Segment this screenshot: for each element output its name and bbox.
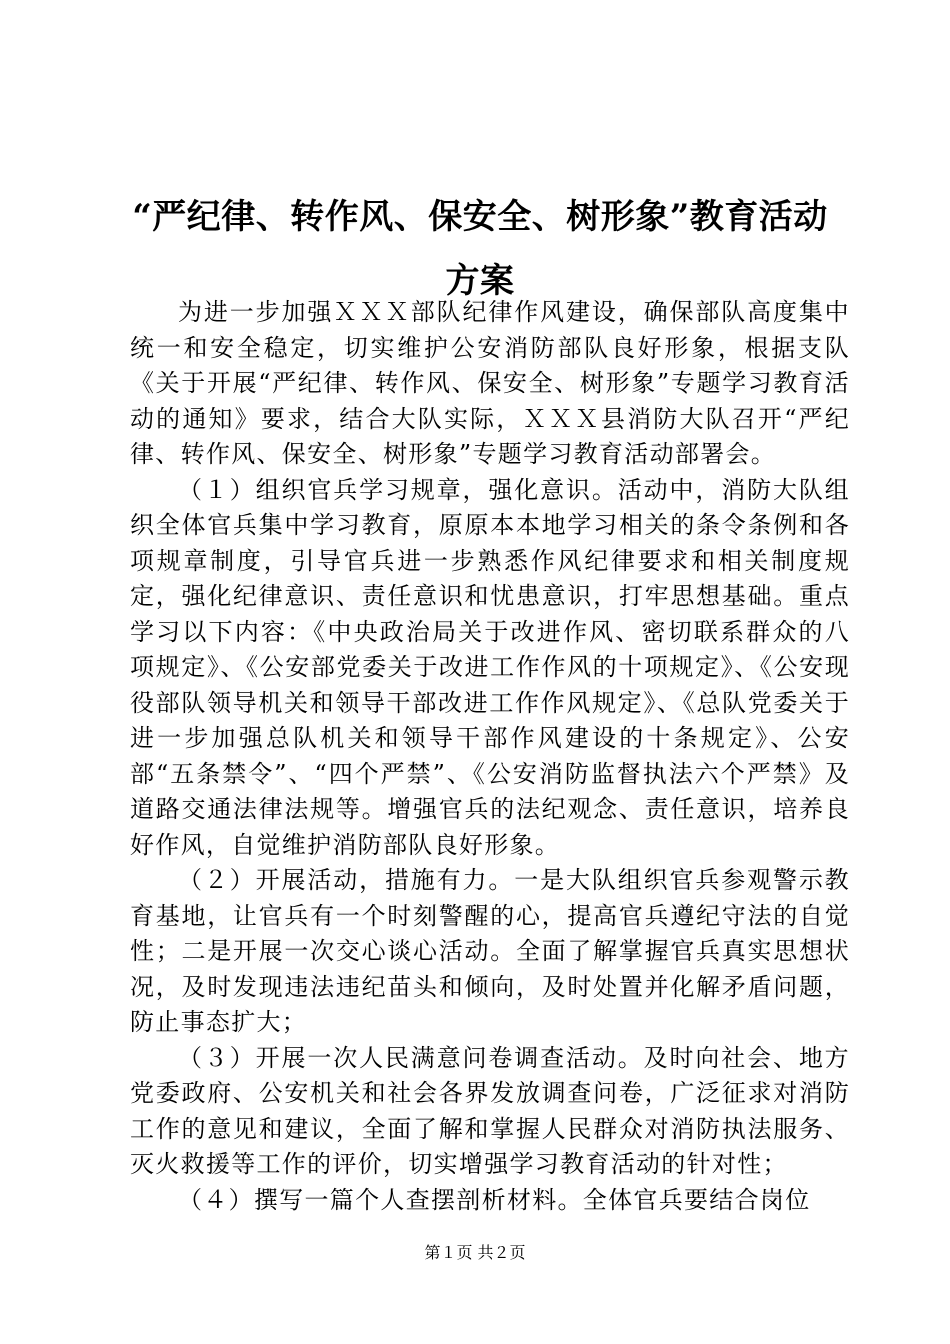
intro-paragraph: 为进一步加强ＸＸＸ部队纪律作风建设，确保部队高度集中统一和安全稳定，切实维护公安消防部队良好形象，根据支队《关于开展“严纪律、转作风、保安全、树形象”专题学习教育活动的通知》要求，结合大队实际，ＸＸＸ县消防大队召开“严纪律、转作风、保安全、树形象”专题学习教育活动部署会。 — [130, 298, 850, 468]
section-1-paragraph: （１）组织官兵学习规章，强化意识。活动中，消防大队组织全体官兵集中学习教育，原原本本地学习相关的条令条例和各项规章制度，引导官兵进一步熟悉作风纪律要求和相关制度规定，强化纪律意识、责任意识和忧患意识，打牢思想基础。重点学习以下内容：《中央政治局关于改进作风、密切联系群众的八项规定》、《公安部党委关于改进工作作风的十项规定》、《公安现役部队领导机关和领导干部改进工作作风规定》、《总队党委关于进一步加强总队机关和领导干部作风建设的十条规定》、公安部“五条禁令”、“四个严禁”、《公安消防监督执法六个严禁》及道路交通法律法规等。增强官兵的法纪观念、责任意识，培养良好作风，自觉维护消防部队良好形象。 — [130, 475, 850, 859]
section-4-paragraph: （４）撰写一篇个人查摆剖析材料。全体官兵要结合岗位 — [178, 1185, 811, 1214]
section-3-paragraph: （３）开展一次人民满意问卷调查活动。及时向社会、地方党委政府、公安机关和社会各界发放调查问卷，广泛征求对消防工作的意见和建议，全面了解和掌握人民群众对消防执法服务、灭火救援等工作的评价，切实增强学习教育活动的针对性； — [130, 1043, 850, 1178]
document-body — [130, 295, 850, 1218]
section-2-paragraph: （２）开展活动，措施有力。一是大队组织官兵参观警示教育基地，让官兵有一个时刻警醒的心，提高官兵遵纪守法的自觉性；二是开展一次交心谈心活动。全面了解掌握官兵真实思想状况，及时发现违法违纪苗头和倾向，及时处置并化解矛盾问题，防止事态扩大； — [130, 866, 850, 1036]
document-title: “严纪律、转作风、保安全、树形象”教育活动方案 — [132, 196, 828, 301]
page-number-footer: 第１页 共２页 — [424, 1243, 526, 1262]
